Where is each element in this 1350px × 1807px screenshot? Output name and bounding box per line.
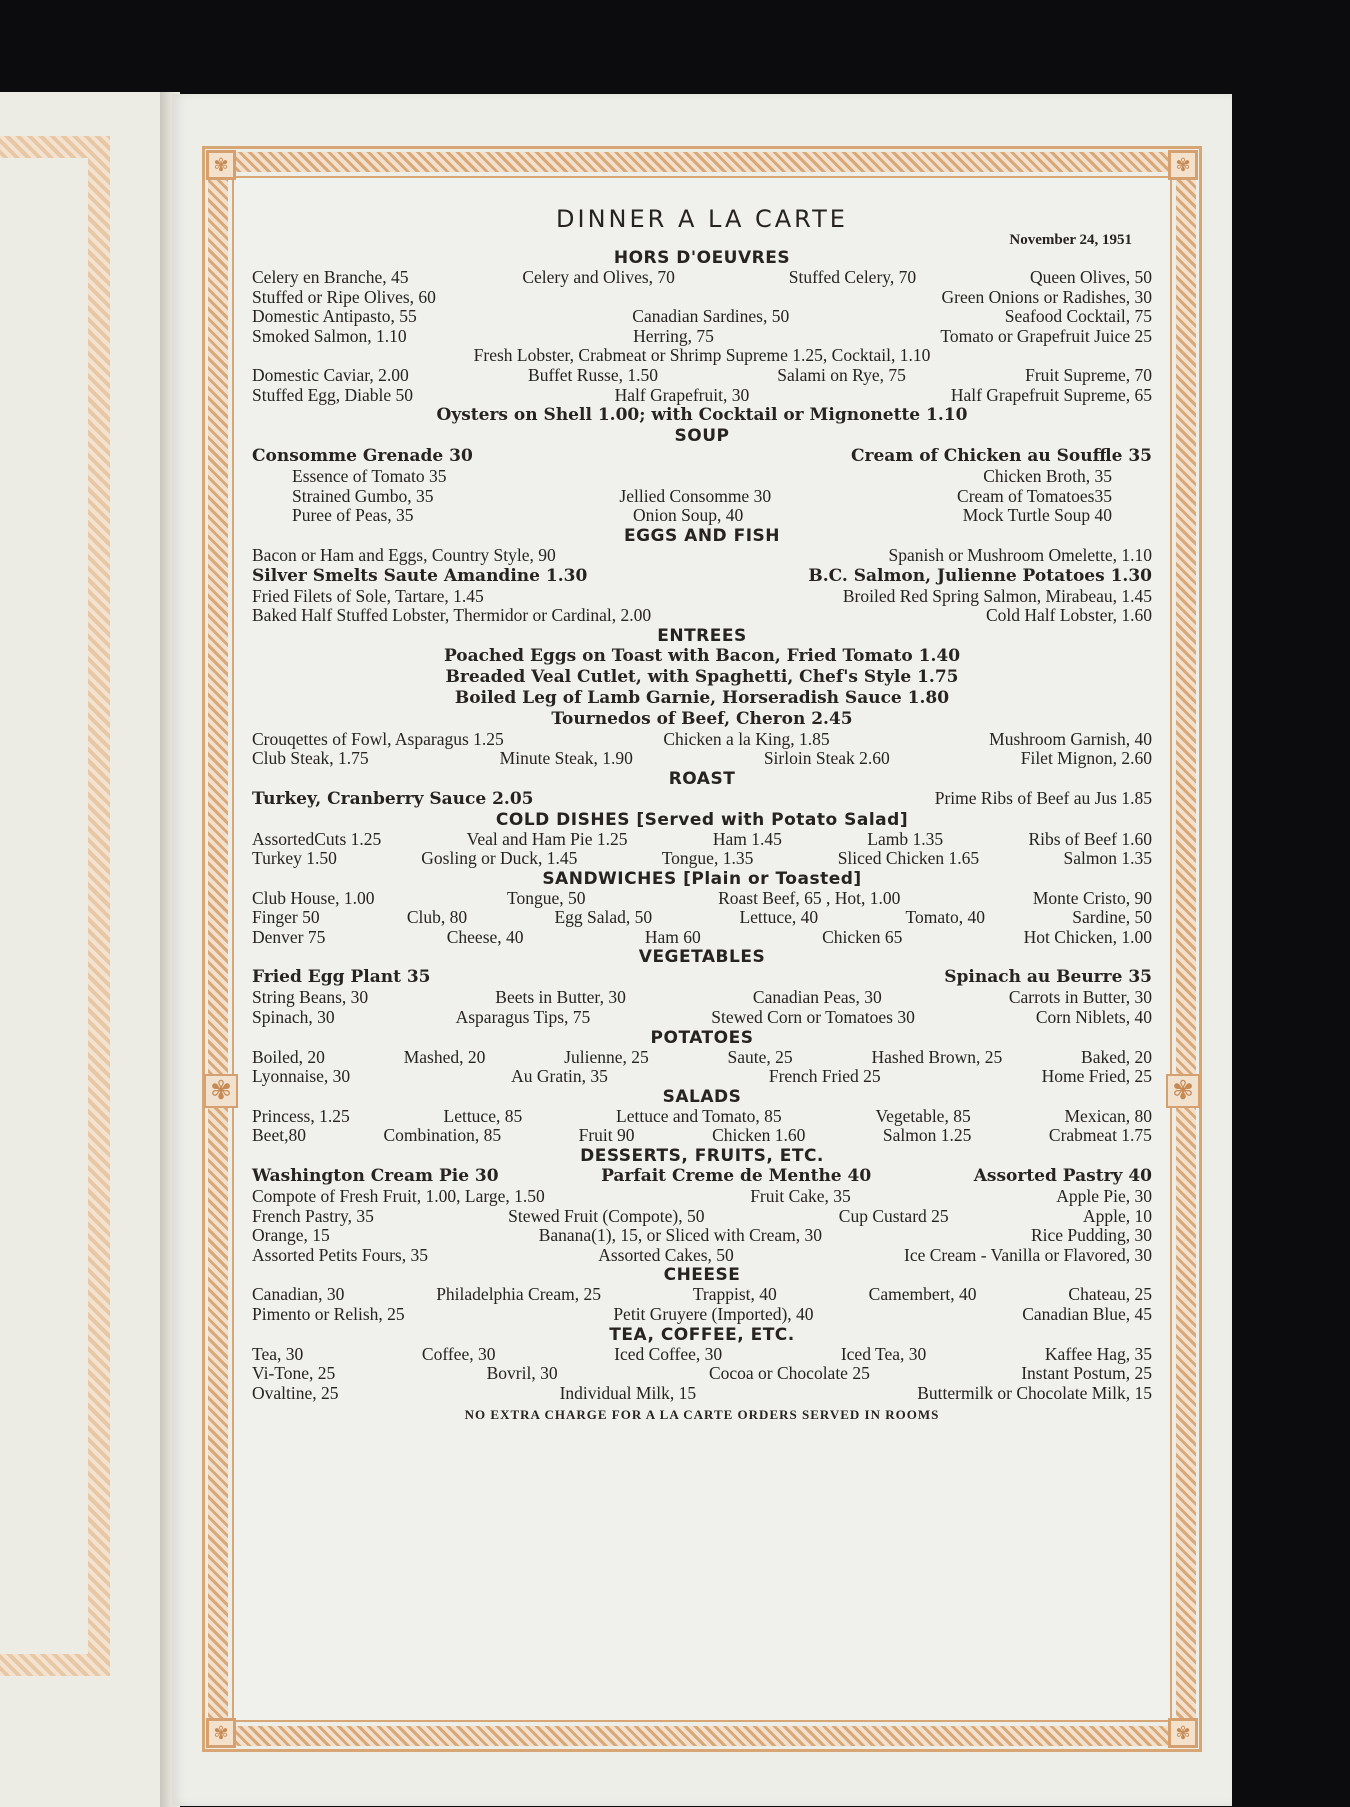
menu-line [252,386,1152,406]
menu-item: Salami on Rye, 75 [777,364,906,385]
menu-line [252,988,1152,1008]
menu-item: Beets in Butter, 30 [495,987,626,1008]
menu-item: Hashed Brown, 25 [871,1046,1003,1067]
menu-item: Oysters on Shell 1.00; with Cocktail or Mignonette 1.10 [436,405,968,426]
menu-item: Jellied Consomme 30 [619,485,772,506]
menu-line [252,730,1152,750]
menu-item: Turkey 1.50 [252,848,337,869]
menu-date: November 24, 1951 [1009,232,1132,248]
menu-item: Ovaltine, 25 [252,1382,339,1403]
section-lines [252,467,1152,526]
menu-item: Mexican, 80 [1064,1105,1152,1126]
menu-line [252,1285,1152,1305]
section-heading: SOUP [674,426,730,447]
menu-item: Buttermilk or Chocolate Milk, 15 [917,1382,1152,1403]
menu-item: Gosling or Duck, 1.45 [421,848,578,869]
menu-item: Hot Chicken, 1.00 [1023,926,1152,947]
menu-item: Cold Half Lobster, 1.60 [985,605,1152,626]
corner-ornament-icon: ✾ [206,1718,236,1748]
section-heading: HORS D'OEUVRES [613,248,791,268]
menu-item: Poached Eggs on Toast with Bacon, Fried Tomato 1.40 [443,645,961,666]
menu-item: Petit Gruyere (Imported), 40 [613,1304,814,1324]
section-lines [252,988,1152,1027]
menu-line [252,346,1152,366]
menu-item: Assorted Petits Fours, 35 [252,1244,428,1265]
menu-item: Smoked Salmon, 1.10 [252,325,407,346]
menu-item: Prime Ribs of Beef au Jus 1.85 [934,787,1152,808]
menu-line [252,1008,1152,1028]
menu-item: Stuffed Egg, Diable 50 [252,384,414,405]
menu-item: Canadian Blue, 45 [1022,1304,1152,1324]
section-heading: POTATOES [650,1027,754,1048]
menu-item: Bovril, 30 [486,1363,558,1384]
menu-item: Vegetable, 85 [875,1105,971,1126]
menu-item: Stuffed Celery, 70 [788,267,917,287]
menu-item: Banana(1), 15, or Sliced with Cream, 30 [538,1225,823,1246]
menu-item: Tomato or Grapefruit Juice 25 [940,325,1152,346]
menu-line [252,467,1152,487]
section-lines [252,587,1152,626]
side-ornament-icon: ✾ [1166,1074,1200,1108]
menu-item: Club House, 1.00 [252,887,375,908]
section-lines [252,1048,1152,1087]
menu-item: Asparagus Tips, 75 [455,1007,591,1028]
section-lines [252,268,1152,405]
menu-item: Fresh Lobster, Crabmeat or Shrimp Supreme 1.25, Cocktail, 1.10 [473,345,931,366]
menu-item: Breaded Veal Cutlet, with Spaghetti, Chef's Style 1.75 [445,666,959,687]
menu-item: Tournedos of Beef, Cheron 2.45 [551,708,853,729]
menu-item: Ham 60 [644,926,701,947]
menu-line-bold [252,446,1152,467]
menu-item: Stewed Corn or Tomatoes 30 [711,1007,915,1028]
menu-line [252,1207,1152,1227]
menu-line [252,506,1152,526]
menu-item: Baked Half Stuffed Lobster, Thermidor or Cardinal, 2.00 [252,605,652,626]
menu-line [252,928,1152,948]
menu-item: Bacon or Ham and Eggs, Country Style, 90 [252,544,556,565]
menu-item: French Pastry, 35 [252,1205,374,1226]
menu-item: Cocoa or Chocolate 25 [708,1363,870,1384]
menu-item: Individual Milk, 15 [559,1382,697,1403]
corner-ornament-icon: ✾ [1168,150,1198,180]
section-heading: ENTREES [657,625,747,646]
section-lines [252,1285,1152,1324]
menu-line [252,307,1152,327]
corner-ornament-icon: ✾ [206,150,236,180]
menu-item: Fried Egg Plant 35 [252,967,431,988]
menu-line [252,789,1152,810]
menu-item: Chicken 65 [822,926,903,947]
menu-item: Cup Custard 25 [838,1205,949,1226]
menu-item: Chateau, 25 [1068,1284,1152,1305]
menu-item: Denver 75 [252,926,326,947]
menu-item: Roast Beef, 65 , Hot, 1.00 [718,887,901,908]
menu-item: Filet Mignon, 2.60 [1020,748,1152,769]
menu-item: Canadian Sardines, 50 [632,306,790,327]
menu-item: Celery and Olives, 70 [522,267,675,287]
menu-item: Mashed, 20 [403,1046,486,1067]
section-lines [252,730,1152,769]
menu-line [252,1067,1152,1087]
menu-item: Broiled Red Spring Salmon, Mirabeau, 1.45 [842,585,1152,606]
section-lines [252,1166,1152,1187]
menu-item: Washington Cream Pie 30 [252,1166,499,1187]
menu-item: Green Onions or Radishes, 30 [941,286,1152,307]
menu-item: Carrots in Butter, 30 [1008,987,1152,1008]
menu-item: Mock Turtle Soup 40 [962,505,1112,526]
menu-item: Princess, 1.25 [252,1105,350,1126]
menu-item: Iced Tea, 30 [840,1343,927,1364]
menu-line [252,1226,1152,1246]
menu-item: Stewed Fruit (Compote), 50 [508,1205,705,1226]
menu-item: Compote of Fresh Fruit, 1.00, Large, 1.50 [252,1186,545,1207]
side-ornament-icon: ✾ [204,1074,238,1108]
menu-page [172,94,1232,1806]
menu-line-bold [252,967,1152,988]
menu-item: Tomato, 40 [905,907,985,928]
menu-line [252,366,1152,386]
menu-line [252,1384,1152,1404]
menu-line [252,1187,1152,1207]
section-heading: ROAST [668,768,736,789]
menu-line-bold [252,1166,1152,1187]
menu-item: Rice Pudding, 30 [1030,1225,1152,1246]
menu-item: Iced Coffee, 30 [614,1343,723,1364]
menu-line [252,1107,1152,1127]
menu-item: Salmon 1.25 [882,1125,972,1146]
section-lines [252,1187,1152,1265]
left-page-border [0,136,110,1676]
menu-item: Baked, 20 [1081,1046,1152,1067]
menu-line-bold [252,667,1152,688]
menu-item: Cheese, 40 [446,926,524,947]
section-lines [252,566,1152,587]
footer-note: NO EXTRA CHARGE FOR A LA CARTE ORDERS SERVED IN ROOMS [464,1407,940,1423]
section-heading: DESSERTS, FRUITS, ETC. [580,1146,824,1167]
section-heading: TEA, COFFEE, ETC. [609,1324,795,1345]
menu-item: Philadelphia Cream, 25 [436,1284,601,1305]
menu-item: Vi-Tone, 25 [252,1363,336,1384]
menu-item: Apple Pie, 30 [1056,1186,1152,1207]
menu-item: Coffee, 30 [421,1343,496,1364]
menu-item: Lettuce and Tomato, 85 [616,1105,782,1126]
menu-item: Egg Salad, 50 [554,907,653,928]
menu-item: Ribs of Beef 1.60 [1028,828,1152,849]
menu-item: Spinach au Beurre 35 [944,967,1152,988]
menu-item: Canadian Peas, 30 [752,987,882,1008]
menu-item: Julienne, 25 [564,1046,649,1067]
menu-line [252,908,1152,928]
menu-item: Ham 1.45 [712,828,782,849]
menu-line [252,889,1152,909]
menu-item: Tongue, 1.35 [661,848,754,869]
menu-item: Finger 50 [252,907,320,928]
menu-item: Boiled Leg of Lamb Garnie, Horseradish Sauce 1.80 [454,687,950,708]
menu-item: Club Steak, 1.75 [252,748,369,769]
menu-item: B.C. Salmon, Julienne Potatoes 1.30 [808,565,1152,586]
menu-item: Boiled, 20 [252,1046,325,1067]
menu-item: Puree of Peas, 35 [292,505,414,526]
menu-item: Pimento or Relish, 25 [252,1304,405,1324]
menu-item: Sliced Chicken 1.65 [837,848,980,869]
menu-item: Crouqettes of Fowl, Asparagus 1.25 [252,728,504,749]
menu-item: Monte Cristo, 90 [1032,887,1152,908]
menu-item: Fruit Cake, 35 [750,1186,851,1207]
menu-line [252,288,1152,308]
menu-line-bold [252,688,1152,709]
menu-item: Au Gratin, 35 [511,1066,608,1087]
menu-item: Club, 80 [406,907,468,928]
menu-item: Corn Niblets, 40 [1035,1007,1152,1028]
menu-item: Tongue, 50 [507,887,586,908]
menu-line [252,606,1152,626]
menu-item: Stuffed or Ripe Olives, 60 [252,286,436,307]
menu-line [252,268,1152,288]
menu-item: Domestic Antipasto, 55 [252,306,417,327]
menu-line-bold [252,709,1152,730]
menu-line [252,546,1152,566]
menu-line-bold [252,646,1152,667]
section-heading: CHEESE [663,1265,741,1286]
menu-item: Domestic Caviar, 2.00 [252,364,409,385]
menu-line-bold [252,566,1152,587]
section-heading: SANDWICHES [Plain or Toasted] [542,868,862,889]
menu-item: Fruit Supreme, 70 [1025,364,1152,385]
menu-item: Spinach, 30 [252,1007,335,1028]
section-heading: EGGS AND FISH [623,525,780,546]
menu-item: String Beans, 30 [252,987,369,1008]
menu-line [252,830,1152,850]
menu-item: AssortedCuts 1.25 [252,828,382,849]
menu-line [252,1305,1152,1325]
menu-item: Buffet Russe, 1.50 [528,364,658,385]
menu-item: Strained Gumbo, 35 [292,485,434,506]
menu-item: Silver Smelts Saute Amandine 1.30 [252,565,588,586]
section-heading: VEGETABLES [638,947,766,968]
menu-item: Kaffee Hag, 35 [1044,1343,1152,1364]
menu-item: Consomme Grenade 30 [252,446,473,467]
menu-item: Instant Postum, 25 [1021,1363,1152,1384]
menu-content [252,204,1152,1425]
menu-item: Ice Cream - Vanilla or Flavored, 30 [904,1244,1152,1265]
menu-item: French Fried 25 [768,1066,881,1087]
section-lines [252,1345,1152,1404]
menu-item: Turkey, Cranberry Sauce 2.05 [252,788,534,809]
menu-item: Seafood Cocktail, 75 [1004,306,1152,327]
menu-line-bold [252,405,1152,426]
menu-item: Lettuce, 40 [739,907,819,928]
section-lines [252,830,1152,869]
menu-item: Salmon 1.35 [1063,848,1152,869]
menu-item: Home Fried, 25 [1041,1066,1152,1087]
menu-item: Tea, 30 [252,1343,304,1364]
menu-item: Sirloin Steak 2.60 [763,748,890,769]
menu-item: Half Grapefruit Supreme, 65 [950,384,1152,405]
menu-item: Orange, 15 [252,1225,330,1246]
menu-item: Assorted Cakes, 50 [598,1244,734,1265]
menu-item: Minute Steak, 1.90 [499,748,633,769]
menu-item: Queen Olives, 50 [1030,267,1152,287]
menu-line [252,1364,1152,1384]
section-heading: SALADS [662,1086,742,1107]
menu-item: Cream of Chicken au Souffle 35 [850,446,1152,467]
menu-item: Onion Soup, 40 [632,505,744,526]
menu-item: Fruit 90 [578,1125,635,1146]
menu-item: Celery en Branche, 45 [252,267,409,287]
menu-item: Beet,80 [252,1125,306,1146]
menu-line [252,587,1152,607]
menu-line [252,487,1152,507]
menu-item: Chicken 1.60 [712,1125,806,1146]
menu-line [252,327,1152,347]
menu-item: Spanish or Mushroom Omelette, 1.10 [888,544,1152,565]
section-bold-lines [252,646,1152,730]
menu-item: Mushroom Garnish, 40 [989,728,1152,749]
menu-item: Herring, 75 [633,325,714,346]
menu-line [252,849,1152,869]
menu-item: Half Grapefruit, 30 [614,384,750,405]
menu-item: Crabmeat 1.75 [1048,1125,1152,1146]
section-heading: COLD DISHES [Served with Potato Salad] [495,809,909,830]
section-lines [252,1107,1152,1146]
section-lines [252,546,1152,566]
menu-item: Parfait Creme de Menthe 40 [601,1166,872,1187]
menu-item: Veal and Ham Pie 1.25 [466,828,628,849]
menu-item: Fried Filets of Sole, Tartare, 1.45 [252,585,484,606]
menu-item: Chicken Broth, 35 [983,466,1112,487]
menu-item: Trappist, 40 [692,1284,777,1305]
menu-title: DINNER A LA CARTE [556,205,848,233]
menu-item: Canadian, 30 [252,1284,345,1305]
menu-item: Assorted Pastry 40 [973,1166,1152,1187]
menu-line [252,1345,1152,1365]
menu-item: Chicken a la King, 1.85 [663,728,830,749]
menu-item: Combination, 85 [383,1125,502,1146]
menu-item: Lamb 1.35 [867,828,944,849]
menu-item: Lyonnaise, 30 [252,1066,351,1087]
menu-line [252,1048,1152,1068]
menu-line [252,749,1152,769]
menu-item: Cream of Tomatoes35 [957,485,1112,506]
corner-ornament-icon: ✾ [1168,1718,1198,1748]
menu-line [252,1126,1152,1146]
left-page [0,92,176,1807]
menu-item: Essence of Tomato 35 [292,466,447,487]
menu-line [252,1246,1152,1266]
section-lines [252,889,1152,948]
menu-item: Camembert, 40 [868,1284,977,1305]
menu-item: Lettuce, 85 [443,1105,523,1126]
menu-item: Saute, 25 [727,1046,793,1067]
menu-item: Apple, 10 [1082,1205,1152,1226]
menu-item: Sardine, 50 [1072,907,1152,928]
